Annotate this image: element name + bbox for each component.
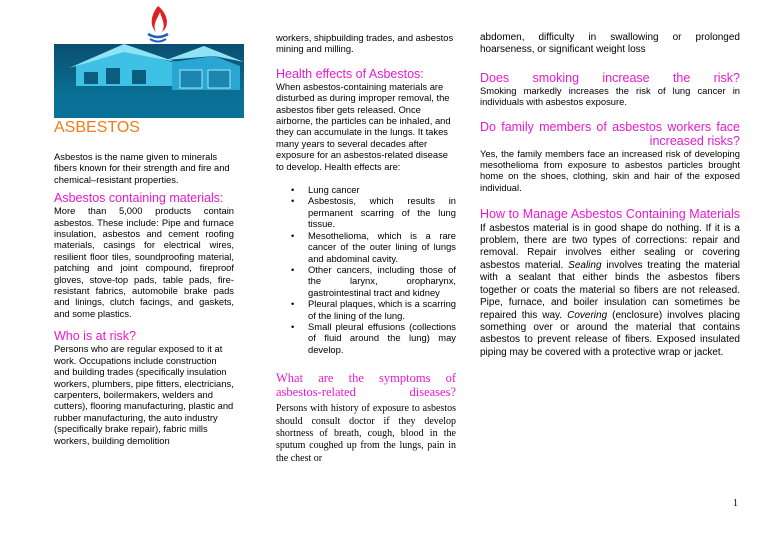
document-title: ASBESTOS	[54, 119, 140, 136]
materials-heading: Asbestos containing materials:	[54, 191, 224, 206]
symptoms-continuation: abdomen, difficulty in swallowing or prolonged hoarseness, or significant weight loss	[480, 32, 740, 56]
health-effects-list	[276, 184, 456, 355]
hero-graphic	[54, 0, 244, 118]
column-3	[480, 32, 740, 359]
health-effects-paragraph: When asbestos-containing materials are disturbed as during improper removal, the asbestos fiber gets released. Once airborne, the particles can be inhaled, and they can accumulate in the lungs. It takes many years to several decades after exposure for an asbestos-related disease to develop. Health effects are:	[276, 80, 451, 172]
sealing-term: Sealing	[568, 259, 602, 271]
list-item: • Other cancers, including those of the larynx, oropharynx, gastrointestinal tract and kidney	[308, 264, 456, 298]
manage-heading: How to Manage Asbestos Containing Materials	[480, 207, 740, 222]
covering-text: (enclosure) involves placing something over or around the material that contains asbestos to prevent release of fibers. Exposed insulated piping may be covered with a protective wrap or jacket.	[480, 309, 741, 358]
list-item: • Pleural plaques, which is a scarring of the lining of the lung.	[308, 298, 456, 321]
intro-paragraph: Asbestos is the name given to minerals fibers known for their strength and fire and chemical–resistant properties.	[54, 151, 230, 185]
smoking-paragraph: Smoking markedly increases the risk of lung cancer in individuals with asbestos exposure.	[480, 84, 740, 108]
materials-paragraph: More than 5,000 products contain asbestos. These include: Pipe and furnace insulation, asbestos and cement roofing materials, casings for electrical wires, resilient floor tiles, soundproofing material, patching and joint compound, fireproof gloves, stove-top pads, table pads, fire-resistant fabrics, automobile brake pads and linings, clutch facings, and gaskets, and some plastics.	[54, 205, 234, 319]
flame-logo-icon	[148, 6, 168, 42]
list-item: • Lung cancer	[308, 184, 456, 195]
sealing-text: involves treating the material with a sealant that either binds the asbestos fibers together or coats the material so fibers are not released. Pipe, furnace, and boiler insulation can sometimes be repaired this way.	[480, 259, 740, 321]
symptoms-heading: What are the symptoms of asbestos-related diseases?	[276, 371, 456, 400]
health-effects-heading: Health effects of Asbestos:	[276, 66, 424, 81]
list-item: • Mesothelioma, which is a rare cancer of the outer lining of lungs and abdominal cavity.	[308, 230, 456, 264]
page-number: 1	[733, 498, 738, 509]
risk-paragraph: Persons who are regular exposed to it at work. Occupations include construction and building trades (specifically insulation workers, plumbers, pipe fitters, electricians, carpenters, boilermakers, welders and cutters), flooring manufacturing, plastic and rubber manufacturing, the auto industry (specifically brake repair), fabric mills workers, building demolition	[54, 343, 234, 446]
family-heading: Do family members of asbestos workers face increased risks?	[480, 119, 740, 148]
column-1	[54, 0, 234, 446]
family-paragraph: Yes, the family members face an increased risk of developing mesothelioma from exposure to asbestos particles brought home on the shoes, clothing, skin and hair of the exposed individual.	[480, 147, 740, 193]
manage-intro: If asbestos material is in good shape do nothing. If it is a problem, there are two types of corrections: repair and removal. Repair involves either sealing or covering asbestos material.	[480, 222, 740, 271]
manage-section	[480, 207, 740, 359]
house-illustration	[54, 0, 244, 118]
covering-term: Covering	[567, 309, 608, 321]
symptoms-paragraph: Persons with history of exposure to asbestos should consult doctor if they develop shortness of breath, cough, blood in the sputum coughed up from the lungs, pain in the chest or	[276, 403, 456, 464]
list-item: • Asbestosis, which results in permanent scarring of the lung tissue.	[308, 195, 456, 229]
risk-continuation: workers, shipbuilding trades, and asbestos mining and milling.	[276, 32, 454, 55]
smoking-heading: Does smoking increase the risk?	[480, 70, 740, 85]
list-item: • Small pleural effusions (collections of fluid around the lung) may develop.	[308, 321, 456, 355]
risk-heading: Who is at risk?	[54, 329, 136, 344]
column-2	[276, 32, 456, 465]
